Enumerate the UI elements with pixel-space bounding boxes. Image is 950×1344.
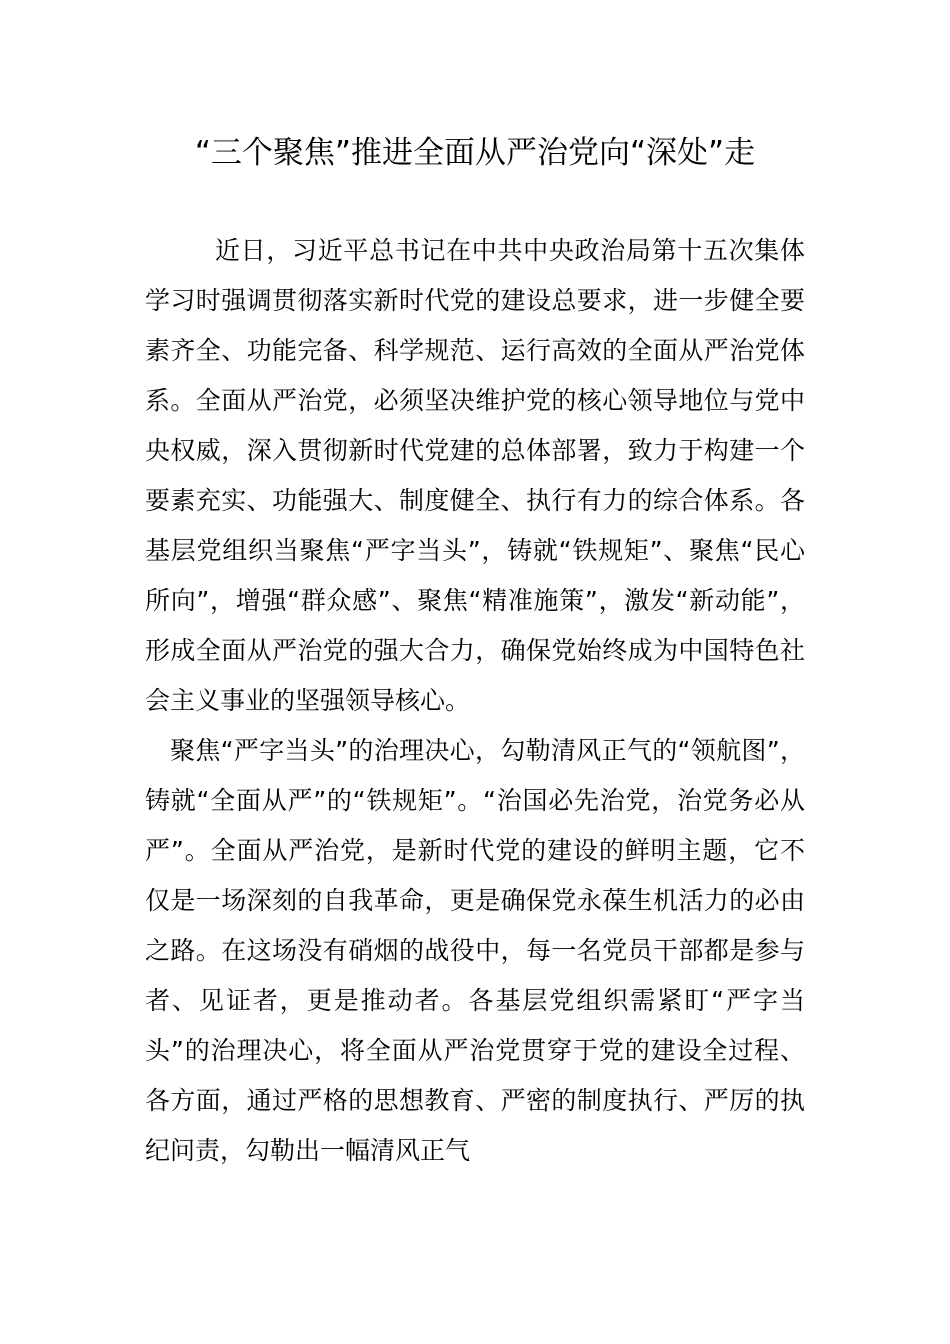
paragraph-2: 聚焦“严字当头”的治理决心，勾勒清风正气的“领航图”，铸就“全面从严”的“铁规矩”。“治国必先治党，治党务必从严”。全面从严治党，是新时代党的建设的鲜明主题，它不仅是一场深刻的自我革命，更是确保党永葆生机活力的必由之路。在这场没有硝烟的战役中，每一名党员干部都是参与者、见证者，更是推动者。各基层党组织需紧盯“严字当头”的治理决心，将全面从严治党贯穿于党的建设全过程、各方面，通过严格的思想教育、严密的制度执行、严厉的执纪问责，勾勒出一幅清风正气 (145, 736, 805, 1165)
document-title: “三个聚焦”推进全面从严治党向“深处”走 (194, 135, 756, 171)
paragraph-1: 近日，习近平总书记在中共中央政治局第十五次集体学习时强调贯彻落实新时代党的建设总要求，进一步健全要素齐全、功能完备、科学规范、运行高效的全面从严治党体系。全面从严治党，必须坚决维护党的核心领导地位与党中央权威，深入贯彻新时代党建的总体部署，致力于构建一个要素充实、功能强大、制度健全、执行有力的综合体系。各基层党组织当聚焦“严字当头”，铸就“铁规矩”、聚焦“民心所向”，增强“群众感”、聚焦“精准施策”，激发“新动能”，形成全面从严治党的强大合力，确保党始终成为中国特色社会主义事业的坚强领导核心。 (145, 236, 805, 715)
document-body (145, 226, 805, 1176)
